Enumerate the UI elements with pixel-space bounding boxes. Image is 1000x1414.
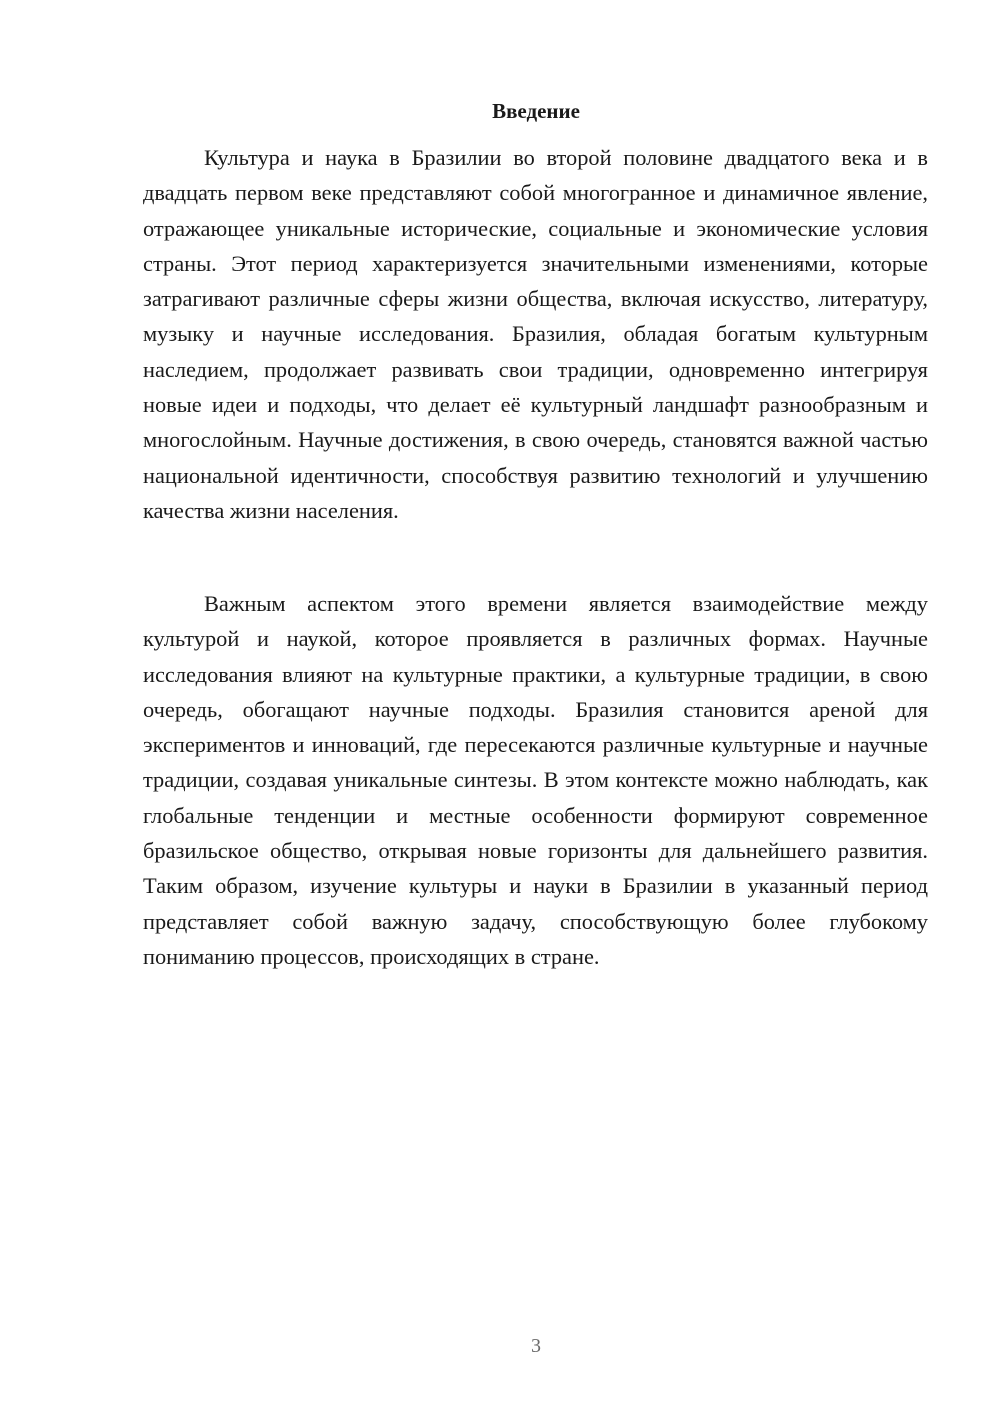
section-heading: Введение <box>492 99 580 123</box>
body-paragraph: Культура и наука в Бразилии во второй половине двадцатого века и в двадцать первом веке представляют собой многогранное и динамичное явление, отражающее уникальные исторические, социальные и экономические условия страны. Этот период характеризуется значительными изменениями, которые затрагивают различные сферы жизни общества, включая искусство, литературу, музыку и научные исследования. Бразилия, обладая богатым культурным наследием, продолжает развивать свои традиции, одновременно интегрируя новые идеи и подходы, что делает её культурный ландшафт разнообразным и многослойным. Научные достижения, в свою очередь, становятся важной частью национальной идентичности, способствуя развитию технологий и улучшению качества жизни населения. <box>143 145 928 523</box>
page-number: 3 <box>531 1335 541 1357</box>
body-paragraph: Важным аспектом этого времени является взаимодействие между культурой и наукой, которое проявляется в различных формах. Научные исследования влияют на культурные практики, а культурные традиции, в свою очередь, обогащают научные подходы. Бразилия становится ареной для экспериментов и инноваций, где пересекаются различные культурные и научные традиции, создавая уникальные синтезы. В этом контексте можно наблюдать, как глобальные тенденции и местные особенности формируют современное бразильское общество, открывая новые горизонты для дальнейшего развития. Таким образом, изучение культуры и науки в Бразилии в указанный период представляет собой важную задачу, способствующую более глубокому пониманию процессов, происходящих в стране. <box>143 591 928 969</box>
